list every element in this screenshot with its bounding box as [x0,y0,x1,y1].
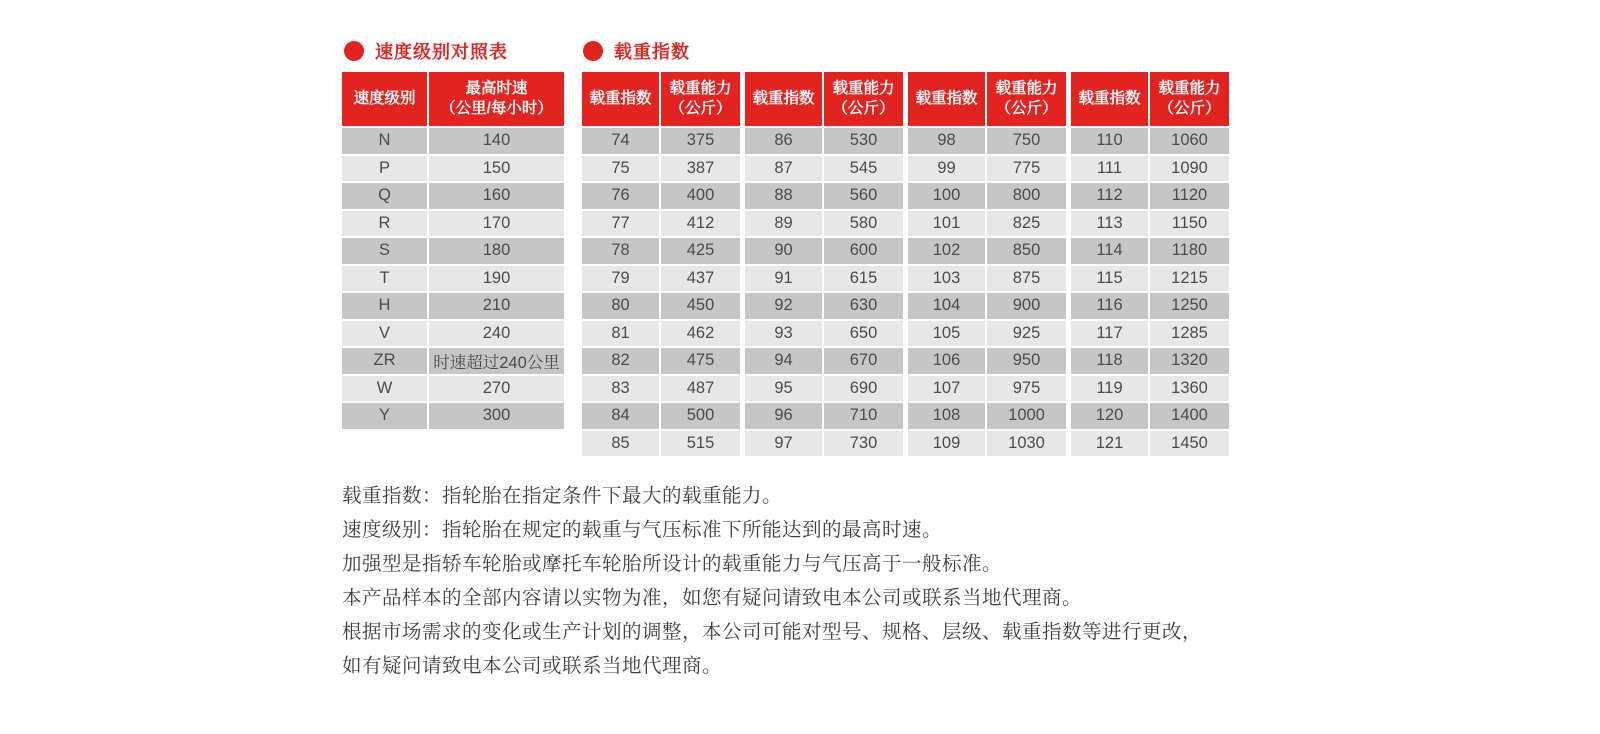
table-cell: 87 [745,156,822,182]
table-cell: 900 [987,293,1066,319]
table-cell: 775 [987,156,1066,182]
table-cell: 95 [745,376,822,402]
table-cell: 101 [908,211,985,237]
table-cell: 615 [824,266,903,292]
speed-table-title [344,40,508,62]
header-line: 最高时速 [465,79,528,97]
table-cell: 650 [824,321,903,347]
table-cell: 90 [745,238,822,264]
header-line: 载重指数 [1078,89,1141,107]
table-cell: 99 [908,156,985,182]
table-cell: 114 [1071,238,1148,264]
table-cell: 118 [1071,348,1148,374]
table-cell: 1250 [1150,293,1229,319]
table-cell: 1060 [1150,128,1229,154]
table-cell: 93 [745,321,822,347]
table-cell: 103 [908,266,985,292]
speed-table-title-label: 速度级别对照表 [375,42,508,62]
table-cell: 112 [1071,183,1148,209]
column-header-cell [342,72,427,126]
table-cell: 121 [1071,431,1148,457]
table-cell: 975 [987,376,1066,402]
table-cell: 106 [908,348,985,374]
load-table-title [583,40,690,62]
table-cell: 1000 [987,403,1066,429]
table-cell: 83 [582,376,659,402]
load-table-group [908,72,1066,456]
table-cell: 600 [824,238,903,264]
table-cell: 750 [987,128,1066,154]
table-cell: 109 [908,431,985,457]
header-line: （公斤） [832,100,895,117]
table-cell: 387 [661,156,740,182]
table-cell: 1400 [1150,403,1229,429]
table-cell: 1120 [1150,183,1229,209]
table-cell: Y [342,403,427,429]
header-line: （公斤） [995,100,1058,117]
table-cell: 113 [1071,211,1148,237]
table-cell: 150 [429,156,564,182]
table-cell: 89 [745,211,822,237]
table-cell: 119 [1071,376,1148,402]
table-cell: 375 [661,128,740,154]
table-cell: 850 [987,238,1066,264]
table-cell: 300 [429,403,564,429]
table-cell: 950 [987,348,1066,374]
table-cell: 88 [745,183,822,209]
column-header-cell [429,72,564,126]
table-cell: ZR [342,348,427,374]
table-cell: 107 [908,376,985,402]
table-cell: 120 [1071,403,1148,429]
load-table-group [582,72,740,456]
table-cell: 180 [429,238,564,264]
notes-block [342,479,1202,683]
note-line: 根据市场需求的变化或生产计划的调整，本公司可能对型号、规格、层级、载重指数等进行更改， [342,621,1203,643]
table-cell: 1090 [1150,156,1229,182]
table-cell: 1450 [1150,431,1229,457]
table-cell: 210 [429,293,564,319]
table-cell: 74 [582,128,659,154]
table-cell: 104 [908,293,985,319]
table-cell: 80 [582,293,659,319]
table-cell: 690 [824,376,903,402]
note-line: 载重指数：指轮胎在指定条件下最大的载重能力。 [342,485,783,507]
table-cell: 98 [908,128,985,154]
table-cell: 1150 [1150,211,1229,237]
table-cell: 730 [824,431,903,457]
table-cell: 710 [824,403,903,429]
table-cell: 425 [661,238,740,264]
table-cell: 190 [429,266,564,292]
table-cell: 1360 [1150,376,1229,402]
table-cell: 100 [908,183,985,209]
table-cell: 108 [908,403,985,429]
table-cell: 475 [661,348,740,374]
red-circle-icon [583,41,603,61]
table-cell: 117 [1071,321,1148,347]
column-header-cell [661,72,740,126]
column-header-cell [745,72,822,126]
table-cell: Q [342,183,427,209]
table-cell: H [342,293,427,319]
header-line: 载重指数 [752,89,815,107]
table-cell: 412 [661,211,740,237]
table-cell: 450 [661,293,740,319]
table-cell: 487 [661,376,740,402]
table-cell: 925 [987,321,1066,347]
header-line: 载重指数 [915,89,978,107]
column-header-cell [824,72,903,126]
table-cell: 111 [1071,156,1148,182]
table-cell: 时速超过240公里 [429,348,564,374]
table-cell: 875 [987,266,1066,292]
table-cell: 1320 [1150,348,1229,374]
table-cell: P [342,156,427,182]
table-cell: 82 [582,348,659,374]
table-cell: T [342,266,427,292]
table-cell: 110 [1071,128,1148,154]
table-cell: 1030 [987,431,1066,457]
table-cell: V [342,321,427,347]
table-cell: S [342,238,427,264]
table-cell: W [342,376,427,402]
note-line: 本产品样本的全部内容请以实物为准，如您有疑问请致电本公司或联系当地代理商。 [342,587,1083,609]
table-cell: 530 [824,128,903,154]
note-line: 加强型是指轿车轮胎或摩托车轮胎所设计的载重能力与气压高于一般标准。 [342,553,1003,575]
table-cell: 560 [824,183,903,209]
table-cell: 94 [745,348,822,374]
table-cell: 79 [582,266,659,292]
table-cell: 515 [661,431,740,457]
column-header-cell [987,72,1066,126]
table-cell: 97 [745,431,822,457]
table-cell: 77 [582,211,659,237]
header-line: 载重能力 [1158,79,1221,97]
table-cell: 140 [429,128,564,154]
table-cell: R [342,211,427,237]
table-cell: 1215 [1150,266,1229,292]
table-cell: 115 [1071,266,1148,292]
table-cell: 91 [745,266,822,292]
header-line: 载重指数 [589,89,652,107]
table-cell: 85 [582,431,659,457]
table-cell: 81 [582,321,659,347]
load-table-group [745,72,903,456]
header-line: （公斤） [1158,100,1221,117]
table-cell: 92 [745,293,822,319]
table-cell: 270 [429,376,564,402]
table-cell: 84 [582,403,659,429]
note-line: 速度级别：指轮胎在规定的载重与气压标准下所能达到的最高时速。 [342,519,943,541]
header-line: 载重能力 [669,79,732,97]
header-line: 载重能力 [832,79,895,97]
table-cell: 240 [429,321,564,347]
table-cell: 1285 [1150,321,1229,347]
table-cell: N [342,128,427,154]
load-index-table [582,72,1229,456]
table-cell: 630 [824,293,903,319]
table-cell: 102 [908,238,985,264]
table-cell: 86 [745,128,822,154]
column-header-cell [1150,72,1229,126]
load-table-group [1071,72,1229,456]
table-cell: 96 [745,403,822,429]
table-cell: 500 [661,403,740,429]
table-cell: 825 [987,211,1066,237]
table-cell: 1180 [1150,238,1229,264]
table-cell: 105 [908,321,985,347]
table-cell: 545 [824,156,903,182]
table-cell: 800 [987,183,1066,209]
load-table-title-label: 载重指数 [614,42,690,62]
header-line: 载重能力 [995,79,1058,97]
table-cell: 160 [429,183,564,209]
table-cell: 437 [661,266,740,292]
table-cell: 116 [1071,293,1148,319]
header-line: （公里/每小时） [440,100,553,117]
note-line: 如有疑问请致电本公司或联系当地代理商。 [342,655,723,677]
speed-rating-table [342,72,564,429]
table-cell: 76 [582,183,659,209]
table-cell: 462 [661,321,740,347]
table-cell: 170 [429,211,564,237]
table-cell: 75 [582,156,659,182]
table-cell: 670 [824,348,903,374]
red-circle-icon [344,41,364,61]
table-cell: 580 [824,211,903,237]
header-line: （公斤） [669,100,732,117]
table-cell: 78 [582,238,659,264]
table-cell: 400 [661,183,740,209]
column-header-cell [908,72,985,126]
header-line: 速度级别 [353,89,416,107]
column-header-cell [1071,72,1148,126]
column-header-cell [582,72,659,126]
